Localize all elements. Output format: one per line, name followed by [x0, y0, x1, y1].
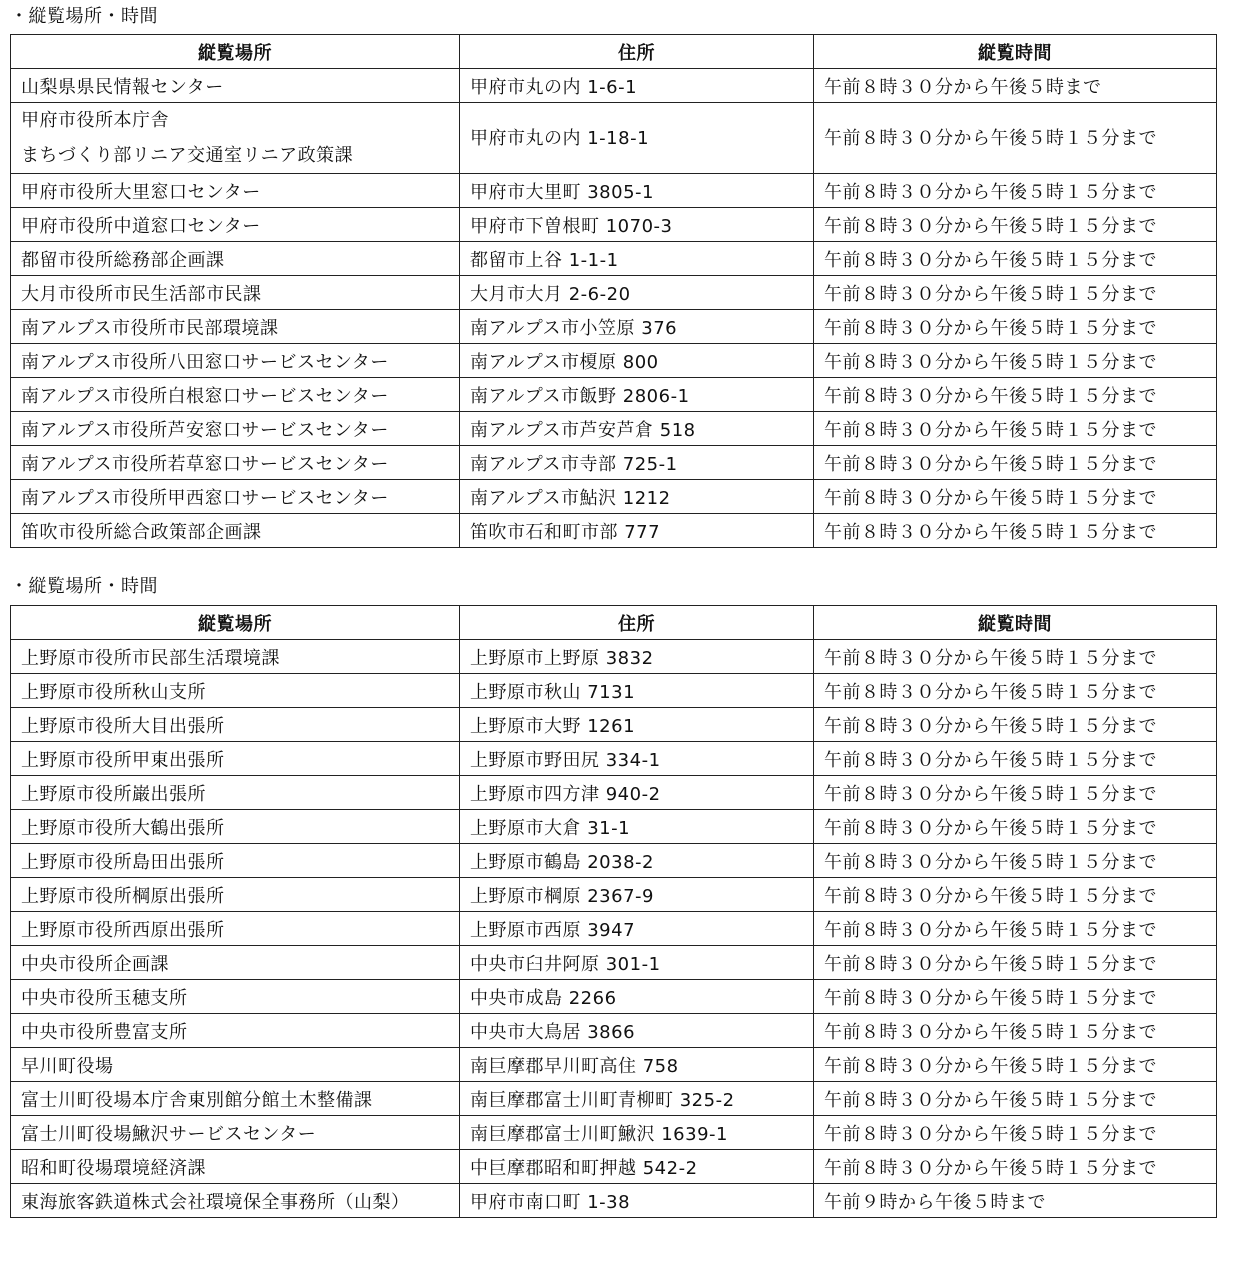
address-cell: 上野原市上野原 3832 [460, 640, 814, 674]
location-cell: 山梨県県民情報センター [11, 69, 460, 103]
hours-cell: 午前８時３０分から午後５時１５分まで [814, 946, 1217, 980]
table-row [11, 446, 1217, 480]
address-cell: 中央市成島 2266 [460, 980, 814, 1014]
location-cell: 中央市役所豊富支所 [11, 1014, 460, 1048]
address-cell: 上野原市秋山 7131 [460, 674, 814, 708]
table-row [11, 878, 1217, 912]
table-row [11, 208, 1217, 242]
table-row [11, 674, 1217, 708]
address-cell: 中巨摩郡昭和町押越 542-2 [460, 1150, 814, 1184]
viewing-locations-table-2 [10, 605, 1217, 1218]
table-row [11, 310, 1217, 344]
location-cell: 大月市役所市民生活部市民課 [11, 276, 460, 310]
location-cell: 上野原市役所秋山支所 [11, 674, 460, 708]
hours-cell: 午前８時３０分から午後５時１５分まで [814, 103, 1217, 174]
address-cell: 上野原市鶴島 2038-2 [460, 844, 814, 878]
hours-cell: 午前８時３０分から午後５時１５分まで [814, 276, 1217, 310]
location-cell: 南アルプス市役所若草窓口サービスセンター [11, 446, 460, 480]
address-cell: 上野原市大野 1261 [460, 708, 814, 742]
header-row [11, 606, 1217, 640]
table-row [11, 742, 1217, 776]
table-row [11, 1082, 1217, 1116]
hours-cell: 午前８時３０分から午後５時１５分まで [814, 1014, 1217, 1048]
location-cell: 富士川町役場本庁舎東別館分館土木整備課 [11, 1082, 460, 1116]
address-cell: 笛吹市石和町市部 777 [460, 514, 814, 548]
header-row [11, 35, 1217, 69]
header-address: 住所 [460, 35, 814, 69]
hours-cell: 午前８時３０分から午後５時１５分まで [814, 344, 1217, 378]
hours-cell: 午前８時３０分から午後５時１５分まで [814, 776, 1217, 810]
table-row [11, 640, 1217, 674]
table-row [11, 810, 1217, 844]
address-cell: 甲府市下曽根町 1070-3 [460, 208, 814, 242]
table-row [11, 776, 1217, 810]
header-location: 縦覧場所 [11, 35, 460, 69]
address-cell: 甲府市大里町 3805-1 [460, 174, 814, 208]
location-cell: 南アルプス市役所市民部環境課 [11, 310, 460, 344]
table-row [11, 480, 1217, 514]
address-cell: 上野原市四方津 940-2 [460, 776, 814, 810]
cell-line: まちづくり部リニア交通室リニア政策課 [21, 145, 354, 166]
address-cell: 南アルプス市芦安芦倉 518 [460, 412, 814, 446]
location-cell: 南アルプス市役所芦安窓口サービスセンター [11, 412, 460, 446]
table-row [11, 844, 1217, 878]
hours-cell: 午前８時３０分から午後５時１５分まで [814, 878, 1217, 912]
hours-cell: 午前８時３０分から午後５時１５分まで [814, 1048, 1217, 1082]
hours-cell: 午前８時３０分から午後５時１５分まで [814, 1150, 1217, 1184]
address-cell: 上野原市野田尻 334-1 [460, 742, 814, 776]
header-hours: 縦覧時間 [814, 35, 1217, 69]
hours-cell: 午前８時３０分から午後５時１５分まで [814, 810, 1217, 844]
location-cell: 富士川町役場鰍沢サービスセンター [11, 1116, 460, 1150]
address-cell: 甲府市南口町 1-38 [460, 1184, 814, 1218]
table-row [11, 1116, 1217, 1150]
header-address: 住所 [460, 606, 814, 640]
location-cell [11, 103, 460, 174]
table-row [11, 242, 1217, 276]
address-cell: 甲府市丸の内 1-6-1 [460, 69, 814, 103]
hours-cell: 午前８時３０分から午後５時１５分まで [814, 844, 1217, 878]
hours-cell: 午前８時３０分から午後５時１５分まで [814, 174, 1217, 208]
table-row [11, 344, 1217, 378]
table-row [11, 378, 1217, 412]
location-cell: 都留市役所総務部企画課 [11, 242, 460, 276]
location-cell: 中央市役所玉穂支所 [11, 980, 460, 1014]
table-row [11, 1184, 1217, 1218]
hours-cell: 午前８時３０分から午後５時１５分まで [814, 208, 1217, 242]
location-cell: 昭和町役場環境経済課 [11, 1150, 460, 1184]
table-row [11, 103, 1217, 174]
address-cell: 上野原市西原 3947 [460, 912, 814, 946]
table-row [11, 514, 1217, 548]
hours-cell: 午前８時３０分から午後５時まで [814, 69, 1217, 103]
header-location: 縦覧場所 [11, 606, 460, 640]
location-cell: 上野原市役所大目出張所 [11, 708, 460, 742]
hours-cell: 午前８時３０分から午後５時１５分まで [814, 1082, 1217, 1116]
location-cell: 南アルプス市役所甲西窓口サービスセンター [11, 480, 460, 514]
hours-cell: 午前８時３０分から午後５時１５分まで [814, 912, 1217, 946]
address-cell: 南巨摩郡富士川町鰍沢 1639-1 [460, 1116, 814, 1150]
location-cell: 中央市役所企画課 [11, 946, 460, 980]
table-row [11, 1014, 1217, 1048]
hours-cell: 午前８時３０分から午後５時１５分まで [814, 412, 1217, 446]
table-row [11, 174, 1217, 208]
hours-cell: 午前８時３０分から午後５時１５分まで [814, 514, 1217, 548]
hours-cell: 午前８時３０分から午後５時１５分まで [814, 446, 1217, 480]
table-row [11, 69, 1217, 103]
address-cell: 上野原市大倉 31-1 [460, 810, 814, 844]
header-hours: 縦覧時間 [814, 606, 1217, 640]
address-cell: 中央市大鳥居 3866 [460, 1014, 814, 1048]
location-cell: 上野原市役所島田出張所 [11, 844, 460, 878]
table-row [11, 980, 1217, 1014]
address-cell: 南アルプス市鮎沢 1212 [460, 480, 814, 514]
table-row [11, 912, 1217, 946]
hours-cell: 午前８時３０分から午後５時１５分まで [814, 1116, 1217, 1150]
hours-cell: 午前８時３０分から午後５時１５分まで [814, 242, 1217, 276]
location-cell: 上野原市役所市民部生活環境課 [11, 640, 460, 674]
location-cell: 南アルプス市役所白根窓口サービスセンター [11, 378, 460, 412]
hours-cell: 午前８時３０分から午後５時１５分まで [814, 742, 1217, 776]
location-cell: 上野原市役所甲東出張所 [11, 742, 460, 776]
table-row [11, 412, 1217, 446]
hours-cell: 午前８時３０分から午後５時１５分まで [814, 708, 1217, 742]
address-cell: 南巨摩郡富士川町青柳町 325-2 [460, 1082, 814, 1116]
location-cell: 東海旅客鉄道株式会社環境保全事務所（山梨） [11, 1184, 460, 1218]
location-cell: 南アルプス市役所八田窓口サービスセンター [11, 344, 460, 378]
table-row [11, 708, 1217, 742]
viewing-locations-table-1 [10, 34, 1217, 548]
address-cell: 南アルプス市小笠原 376 [460, 310, 814, 344]
hours-cell: 午前９時から午後５時まで [814, 1184, 1217, 1218]
location-cell: 上野原市役所巌出張所 [11, 776, 460, 810]
section-title: ・縦覧場所・時間 [10, 576, 158, 597]
address-cell: 甲府市丸の内 1-18-1 [460, 103, 814, 174]
location-cell: 上野原市役所棡原出張所 [11, 878, 460, 912]
address-cell: 南アルプス市榎原 800 [460, 344, 814, 378]
address-cell: 都留市上谷 1-1-1 [460, 242, 814, 276]
location-cell: 上野原市役所大鶴出張所 [11, 810, 460, 844]
table-row [11, 946, 1217, 980]
address-cell: 大月市大月 2-6-20 [460, 276, 814, 310]
hours-cell: 午前８時３０分から午後５時１５分まで [814, 640, 1217, 674]
location-cell: 甲府市役所大里窓口センター [11, 174, 460, 208]
section-title: ・縦覧場所・時間 [10, 6, 158, 27]
table-row [11, 276, 1217, 310]
location-cell: 早川町役場 [11, 1048, 460, 1082]
table-row [11, 1150, 1217, 1184]
address-cell: 上野原市棡原 2367-9 [460, 878, 814, 912]
hours-cell: 午前８時３０分から午後５時１５分まで [814, 378, 1217, 412]
hours-cell: 午前８時３０分から午後５時１５分まで [814, 674, 1217, 708]
hours-cell: 午前８時３０分から午後５時１５分まで [814, 310, 1217, 344]
location-cell: 笛吹市役所総合政策部企画課 [11, 514, 460, 548]
location-cell: 上野原市役所西原出張所 [11, 912, 460, 946]
hours-cell: 午前８時３０分から午後５時１５分まで [814, 980, 1217, 1014]
address-cell: 中央市臼井阿原 301-1 [460, 946, 814, 980]
location-cell: 甲府市役所中道窓口センター [11, 208, 460, 242]
hours-cell: 午前８時３０分から午後５時１５分まで [814, 480, 1217, 514]
address-cell: 南巨摩郡早川町高住 758 [460, 1048, 814, 1082]
address-cell: 南アルプス市飯野 2806-1 [460, 378, 814, 412]
address-cell: 南アルプス市寺部 725-1 [460, 446, 814, 480]
table-row [11, 1048, 1217, 1082]
cell-line: 甲府市役所本庁舎 [21, 110, 169, 131]
